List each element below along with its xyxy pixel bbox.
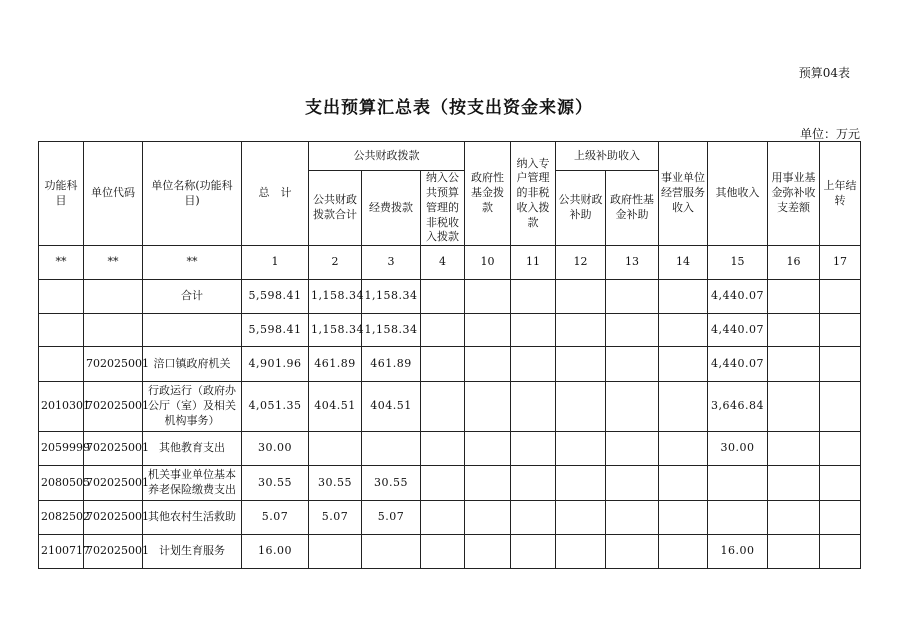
- other-income-cell: [708, 466, 768, 501]
- empty-cell: [820, 314, 861, 347]
- empty-cell: [820, 382, 861, 432]
- pf-total-cell: [309, 432, 362, 466]
- empty-cell: [606, 347, 659, 382]
- unit-code-cell: 702025001: [84, 535, 143, 569]
- empty-cell: [421, 466, 465, 501]
- other-income-cell: 16.00: [708, 535, 768, 569]
- empty-cell: [511, 347, 556, 382]
- header-pf-funding: 经费拨款: [362, 171, 421, 246]
- empty-cell: [556, 382, 606, 432]
- pf-total-cell: 404.51: [309, 382, 362, 432]
- empty-cell: [659, 382, 708, 432]
- index-cell: 15: [708, 246, 768, 280]
- empty-cell: [606, 382, 659, 432]
- form-number: 预算04表: [798, 66, 850, 80]
- header-total: 总 计: [242, 142, 309, 246]
- empty-cell: [511, 432, 556, 466]
- table-row: [39, 382, 861, 432]
- empty-cell: [820, 347, 861, 382]
- empty-cell: [768, 280, 820, 314]
- unit-name-cell: 涪口镇政府机关: [143, 347, 242, 382]
- empty-cell: [768, 466, 820, 501]
- empty-cell: [820, 280, 861, 314]
- empty-cell: [465, 466, 511, 501]
- unit-label: 单位：万元: [799, 127, 860, 141]
- pf-funding-cell: 1,158.34: [362, 280, 421, 314]
- unit-code-cell: 702025001: [84, 347, 143, 382]
- total-cell: 16.00: [242, 535, 309, 569]
- unit-code-cell: [84, 314, 143, 347]
- empty-cell: [556, 466, 606, 501]
- func-code-cell: 2100717: [39, 535, 84, 569]
- empty-cell: [511, 501, 556, 535]
- empty-cell: [820, 501, 861, 535]
- pf-total-cell: [309, 535, 362, 569]
- header-unit-code: 单位代码: [84, 142, 143, 246]
- unit-name-cell: 行政运行（政府办公厅（室）及相关机构事务）: [143, 382, 242, 432]
- pf-total-cell: 461.89: [309, 347, 362, 382]
- func-code-cell: [39, 314, 84, 347]
- table-row: [39, 501, 861, 535]
- empty-cell: [768, 432, 820, 466]
- empty-cell: [511, 382, 556, 432]
- header-func-code: 功能科目: [39, 142, 84, 246]
- header-row-1: [39, 142, 861, 171]
- index-cell: 11: [511, 246, 556, 280]
- total-cell: 5,598.41: [242, 280, 309, 314]
- index-row: [39, 246, 861, 280]
- empty-cell: [421, 535, 465, 569]
- unit-code-cell: [84, 280, 143, 314]
- index-cell: 10: [465, 246, 511, 280]
- index-cell: 12: [556, 246, 606, 280]
- unit-name-cell: 其他教育支出: [143, 432, 242, 466]
- table-row: [39, 314, 861, 347]
- unit-name-cell: 机关事业单位基本养老保险缴费支出: [143, 466, 242, 501]
- empty-cell: [768, 314, 820, 347]
- empty-cell: [768, 347, 820, 382]
- pf-funding-cell: [362, 535, 421, 569]
- pf-total-cell: 1,158.34: [309, 314, 362, 347]
- pf-funding-cell: [362, 432, 421, 466]
- empty-cell: [556, 501, 606, 535]
- pf-total-cell: 30.55: [309, 466, 362, 501]
- empty-cell: [465, 280, 511, 314]
- other-income-cell: 4,440.07: [708, 347, 768, 382]
- empty-cell: [820, 466, 861, 501]
- unit-name-cell: 合计: [143, 280, 242, 314]
- other-income-cell: 4,440.07: [708, 314, 768, 347]
- empty-cell: [511, 314, 556, 347]
- empty-cell: [556, 280, 606, 314]
- header-special-nontax: 纳入专户管理的非税收入拨款: [511, 142, 556, 246]
- pf-funding-cell: 1,158.34: [362, 314, 421, 347]
- empty-cell: [465, 501, 511, 535]
- total-cell: 5.07: [242, 501, 309, 535]
- empty-cell: [606, 466, 659, 501]
- index-cell: 17: [820, 246, 861, 280]
- index-cell: 2: [309, 246, 362, 280]
- pf-funding-cell: 461.89: [362, 347, 421, 382]
- index-cell: **: [39, 246, 84, 280]
- unit-code-cell: 702025001: [84, 466, 143, 501]
- func-code-cell: [39, 347, 84, 382]
- header-unit-name: 单位名称(功能科目): [143, 142, 242, 246]
- empty-cell: [606, 535, 659, 569]
- header-hs-public: 公共财政补助: [556, 171, 606, 246]
- pf-funding-cell: 30.55: [362, 466, 421, 501]
- index-cell: 13: [606, 246, 659, 280]
- index-cell: 3: [362, 246, 421, 280]
- other-income-cell: 3,646.84: [708, 382, 768, 432]
- empty-cell: [659, 347, 708, 382]
- empty-cell: [421, 280, 465, 314]
- empty-cell: [556, 432, 606, 466]
- unit-code-cell: 702025001: [84, 501, 143, 535]
- empty-cell: [421, 432, 465, 466]
- empty-cell: [659, 466, 708, 501]
- empty-cell: [556, 535, 606, 569]
- header-carryover: 上年结转: [820, 142, 861, 246]
- pf-funding-cell: 5.07: [362, 501, 421, 535]
- pf-funding-cell: 404.51: [362, 382, 421, 432]
- other-income-cell: 4,440.07: [708, 280, 768, 314]
- total-cell: 30.55: [242, 466, 309, 501]
- empty-cell: [820, 432, 861, 466]
- header-fund-supplement: 用事业基金弥补收支差额: [768, 142, 820, 246]
- empty-cell: [421, 382, 465, 432]
- header-public-fiscal: 公共财政拨款: [309, 142, 465, 171]
- empty-cell: [606, 501, 659, 535]
- index-cell: 14: [659, 246, 708, 280]
- table-row: [39, 535, 861, 569]
- header-gov-fund: 政府性基金拨款: [465, 142, 511, 246]
- empty-cell: [421, 347, 465, 382]
- other-income-cell: 30.00: [708, 432, 768, 466]
- func-code-cell: [39, 280, 84, 314]
- unit-name-cell: 计划生育服务: [143, 535, 242, 569]
- func-code-cell: 2059999: [39, 432, 84, 466]
- total-cell: 5,598.41: [242, 314, 309, 347]
- empty-cell: [659, 280, 708, 314]
- empty-cell: [511, 535, 556, 569]
- empty-cell: [511, 466, 556, 501]
- pf-total-cell: 5.07: [309, 501, 362, 535]
- empty-cell: [465, 535, 511, 569]
- empty-cell: [465, 347, 511, 382]
- total-cell: 4,901.96: [242, 347, 309, 382]
- empty-cell: [820, 535, 861, 569]
- empty-cell: [606, 314, 659, 347]
- empty-cell: [421, 501, 465, 535]
- table-row: [39, 280, 861, 314]
- index-cell: **: [84, 246, 143, 280]
- index-cell: **: [143, 246, 242, 280]
- index-cell: 16: [768, 246, 820, 280]
- empty-cell: [606, 432, 659, 466]
- empty-cell: [768, 535, 820, 569]
- header-pf-total: 公共财政拨款合计: [309, 171, 362, 246]
- table-row: [39, 466, 861, 501]
- unit-code-cell: 702025001: [84, 382, 143, 432]
- empty-cell: [768, 501, 820, 535]
- empty-cell: [659, 314, 708, 347]
- other-income-cell: [708, 501, 768, 535]
- empty-cell: [556, 314, 606, 347]
- page-title: 支出预算汇总表（按支出资金来源）: [305, 98, 593, 118]
- empty-cell: [465, 382, 511, 432]
- header-other-income: 其他收入: [708, 142, 768, 246]
- empty-cell: [465, 314, 511, 347]
- func-code-cell: 2082502: [39, 501, 84, 535]
- unit-code-cell: 702025001: [84, 432, 143, 466]
- index-cell: 4: [421, 246, 465, 280]
- table-row: [39, 347, 861, 382]
- empty-cell: [659, 432, 708, 466]
- unit-name-cell: 其他农村生活救助: [143, 501, 242, 535]
- empty-cell: [606, 280, 659, 314]
- unit-name-cell: [143, 314, 242, 347]
- table-row: [39, 432, 861, 466]
- empty-cell: [421, 314, 465, 347]
- header-pf-nontax: 纳入公共预算管理的非税收入拨款: [421, 171, 465, 246]
- empty-cell: [465, 432, 511, 466]
- func-code-cell: 2010301: [39, 382, 84, 432]
- index-cell: 1: [242, 246, 309, 280]
- empty-cell: [768, 382, 820, 432]
- func-code-cell: 2080505: [39, 466, 84, 501]
- header-business-income: 事业单位经营服务收入: [659, 142, 708, 246]
- pf-total-cell: 1,158.34: [309, 280, 362, 314]
- empty-cell: [659, 535, 708, 569]
- budget-table: [38, 141, 861, 569]
- empty-cell: [511, 280, 556, 314]
- total-cell: 4,051.35: [242, 382, 309, 432]
- header-higher-subsidy: 上级补助收入: [556, 142, 659, 171]
- empty-cell: [659, 501, 708, 535]
- header-hs-govfund: 政府性基金补助: [606, 171, 659, 246]
- total-cell: 30.00: [242, 432, 309, 466]
- empty-cell: [556, 347, 606, 382]
